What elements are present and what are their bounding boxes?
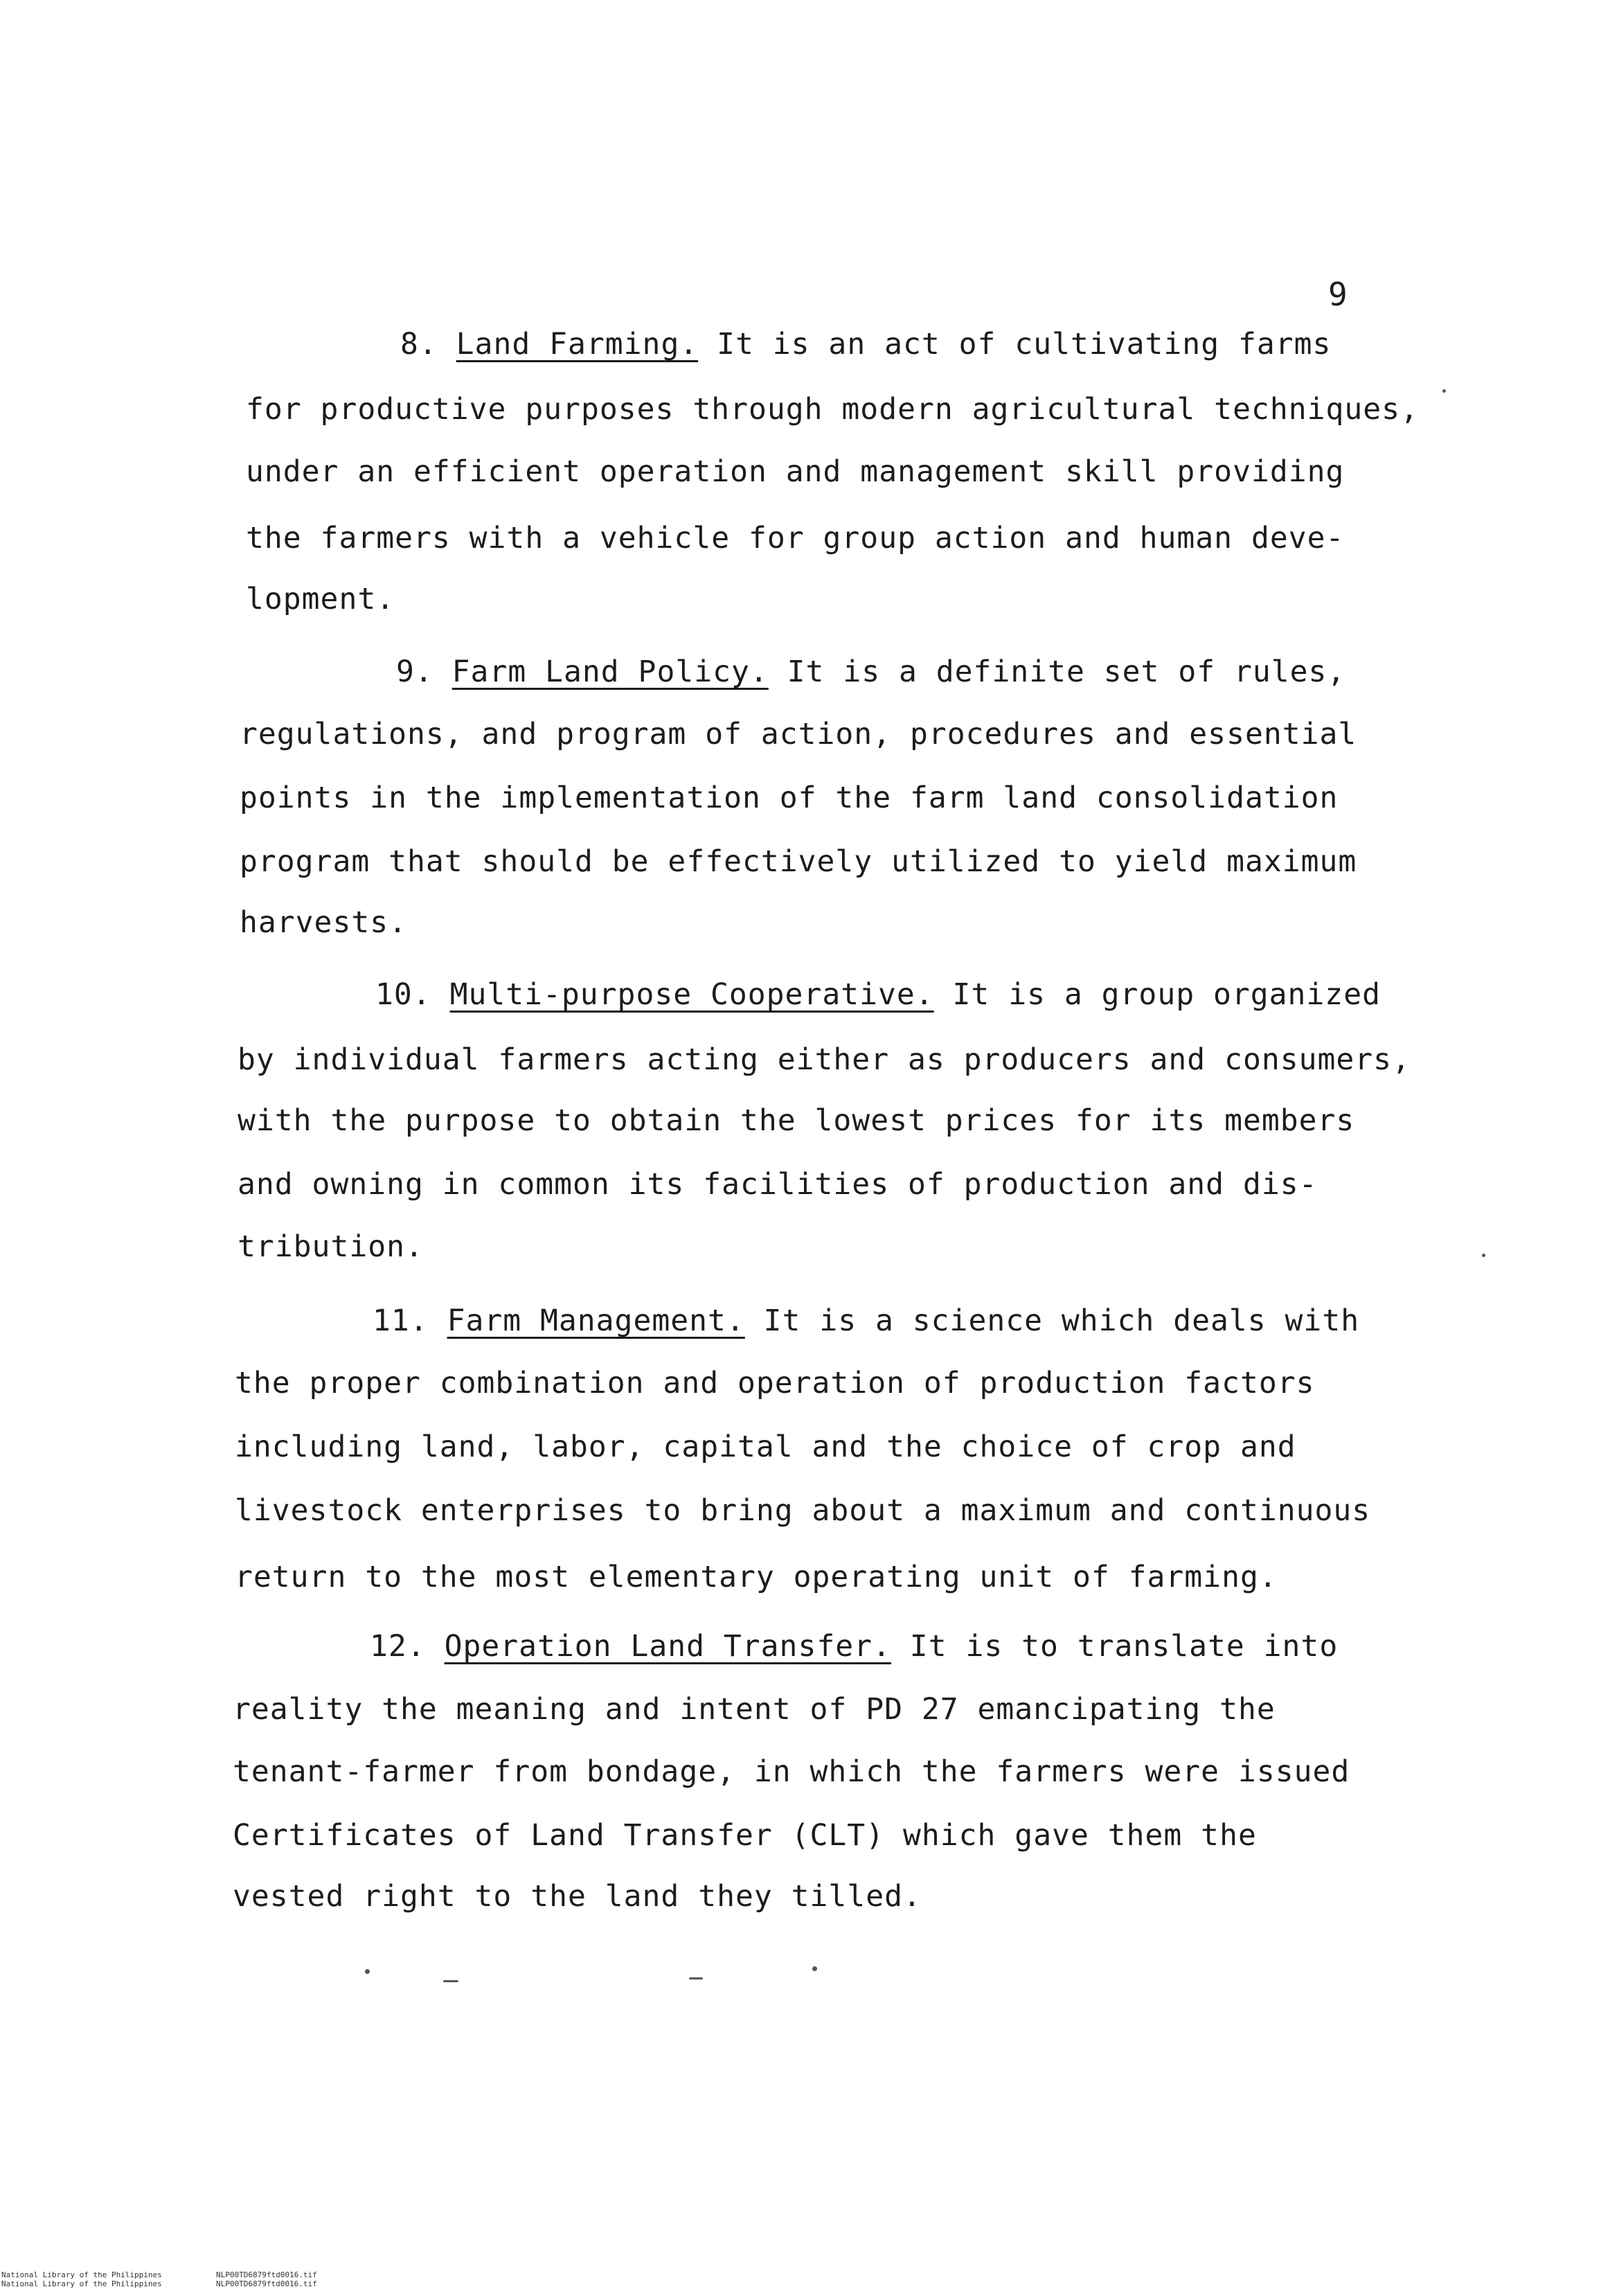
entry-text: It is an act of cultivating farms [698,327,1332,362]
entry-9-line: regulations, and program of action, procedures and essential [240,717,1357,751]
scan-speck [1442,389,1446,393]
entry-9-line: program that should be effectively utilized to yield maximum [240,844,1357,879]
entry-8-line: under an efficient operation and management skill providing [246,454,1345,489]
entry-10-line: and owning in common its facilities of production and dis- [238,1167,1318,1202]
entry-11-line: return to the most elementary operating unit of farming. [235,1560,1278,1594]
entry-10-line: with the purpose to obtain the lowest prices for its members [238,1103,1355,1138]
entry-11-first-line [373,1303,1359,1338]
entry-8-line: for productive purposes through modern agricultural techniques, [246,392,1419,427]
scan-speck [443,1980,458,1982]
entry-8-line: the farmers with a vehicle for group action and human deve- [246,521,1345,555]
entry-11-line: livestock enterprises to bring about a maximum and continuous [235,1493,1371,1528]
entry-10-line: by individual farmers acting either as producers and consumers, [238,1042,1411,1077]
entry-10-first-line [375,977,1381,1012]
scan-speck [1482,1254,1485,1257]
footer-filename: NLP00TD6879ftd0016.tif [216,2279,317,2288]
scan-speck [365,1969,370,1974]
entry-text: It is a definite set of rules, [768,655,1346,689]
entry-8-first-line [400,327,1331,362]
entry-term: Multi-purpose Cooperative. [449,977,934,1012]
entry-number: 12. [370,1629,426,1664]
entry-term: Farm Management. [447,1303,745,1338]
entry-12-line: Certificates of Land Transfer (CLT) which gave them the [233,1818,1257,1853]
entry-number: 11. [373,1303,429,1338]
page-number: 9 [1328,276,1348,313]
entry-number: 8. [400,327,438,362]
entry-number: 10. [375,977,431,1012]
entry-text: It is a science which deals with [744,1303,1360,1338]
entry-12-first-line [370,1629,1338,1664]
scan-speck [689,1977,703,1979]
footer-line: National Library of the Philippines [1,2279,162,2288]
entry-text: It is to translate into [891,1629,1339,1664]
entry-term: Farm Land Policy. [451,655,769,689]
entry-12-line: vested right to the land they tilled. [233,1879,922,1914]
entry-11-line: the proper combination and operation of production factors [235,1366,1315,1400]
entry-10-line: tribution. [238,1229,424,1264]
scan-speck [812,1966,817,1971]
entry-term: Land Farming. [456,327,699,362]
entry-11-line: including land, labor, capital and the choice of crop and [235,1430,1296,1464]
entry-9-line: points in the implementation of the farm land consolidation [240,781,1339,815]
footer-filename: NLP00TD6879ftd0016.tif [216,2270,317,2279]
entry-9-line: harvests. [240,905,407,940]
entry-12-line: tenant-farmer from bondage, in which the farmers were issued [233,1754,1350,1789]
entry-number: 9. [396,655,433,689]
footer-line: National Library of the Philippines [1,2270,162,2279]
entry-text: It is a group organized [933,977,1381,1012]
entry-9-first-line [396,655,1345,689]
entry-8-line: lopment. [246,582,395,616]
entry-12-line: reality the meaning and intent of PD 27 emancipating the [233,1692,1276,1727]
entry-term: Operation Land Transfer. [444,1629,891,1664]
